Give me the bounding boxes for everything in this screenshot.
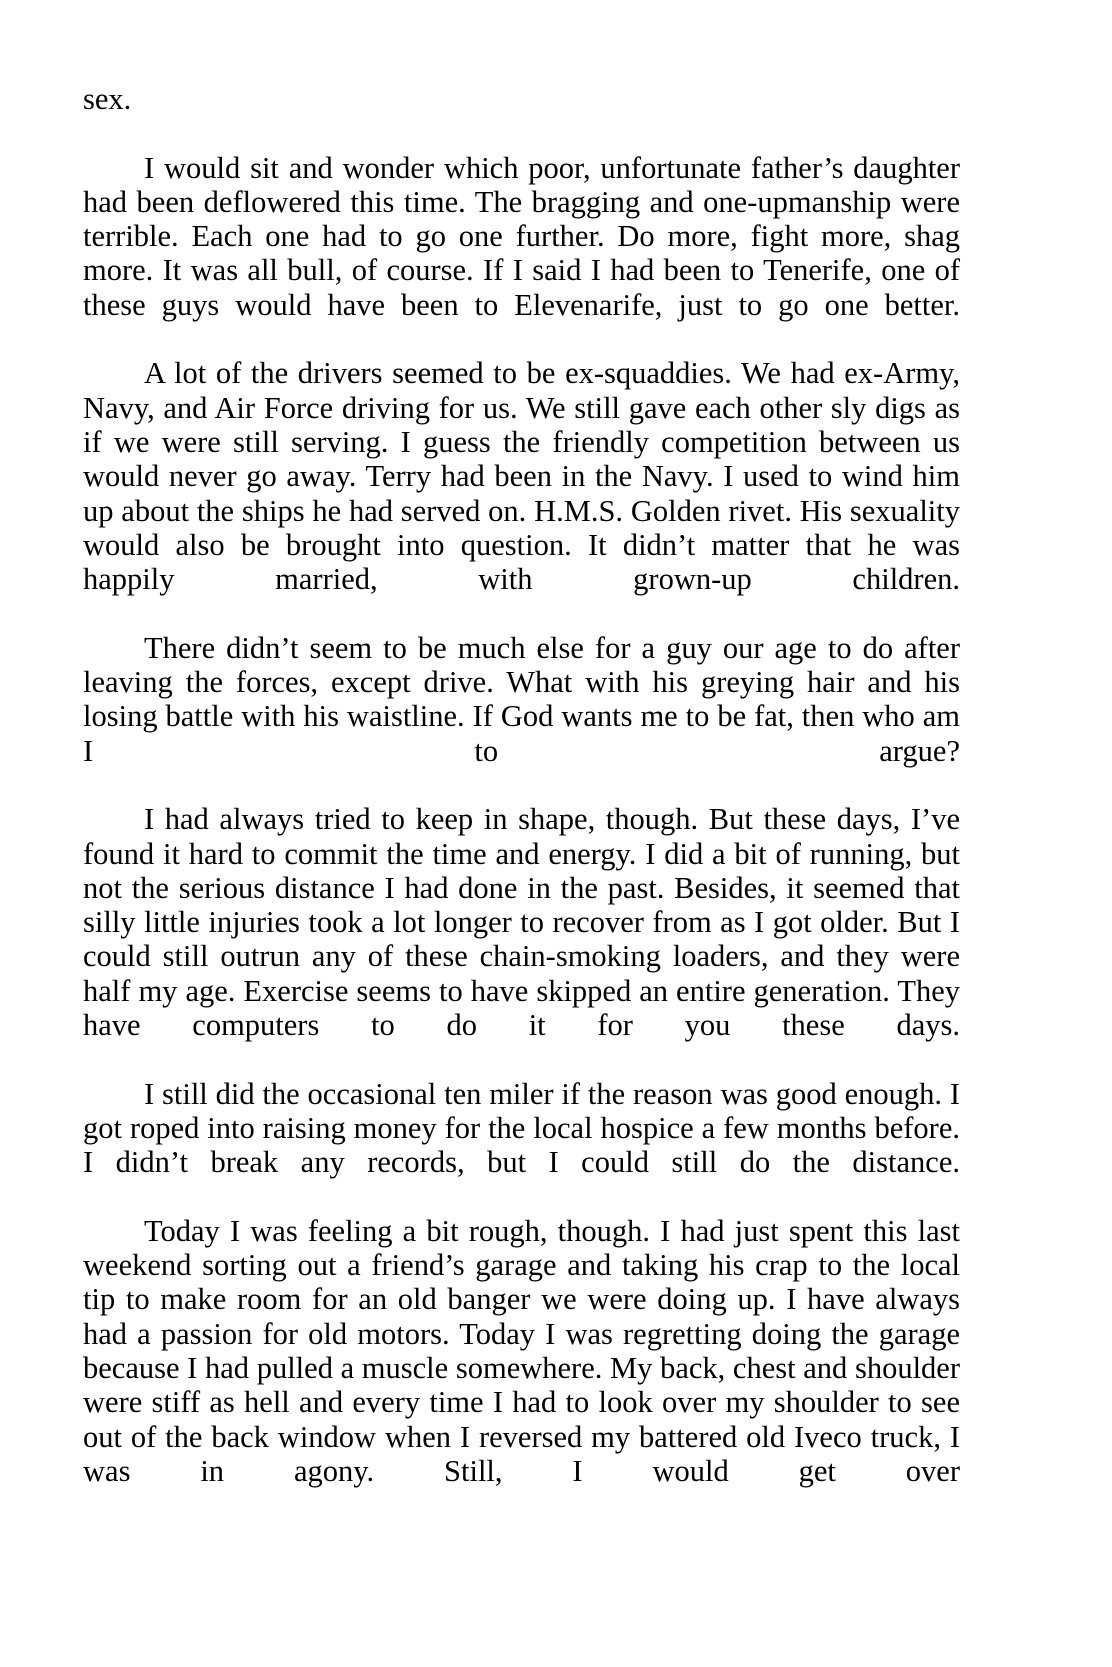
paragraph: I would sit and wonder which poor, unfortunate father’s daughter had been deflowered this time. The bragging and one-upmanship were terrible. Each one had to go one further. Do more, fight more, shag more. It was all bull, of course. If I said I had been to Tenerife, one of these guys would have been to Elevenarife, just to go one better. (83, 150, 960, 322)
paragraph: A lot of the drivers seemed to be ex-squaddies. We had ex-Army, Navy, and Air Force driving for us. We still gave each other sly digs as if we were still serving. I guess the friendly competition between us would never go away. Terry had been in the Navy. I used to wind him up about the ships he had served on. H.M.S. Golden rivet. His sexuality would also be brought into question. It didn’t matter that he was happily married, with grown-up children. (83, 356, 960, 597)
paragraph: I still did the occasional ten miler if the reason was good enough. I got roped into raising money for the local hospice a few months before. I didn’t break any records, but I could still do the distance. (83, 1076, 960, 1180)
paragraph: Today I was feeling a bit rough, though. I had just spent this last weekend sorting out a friend’s garage and taking his crap to the local tip to make room for an old banger we were doing up. I have always had a passion for old motors. Today I was regretting doing the garage because I had pulled a muscle somewhere. My back, chest and shoulder were stiff as hell and every time I had to look over my shoulder to see out of the back window when I reversed my battered old Iveco truck, I was in agony. Still, I would get over (83, 1213, 960, 1488)
paragraph: I had always tried to keep in shape, though. But these days, I’ve found it hard to commit the time and energy. I did a bit of running, but not the serious distance I had done in the past. Besides, it seemed that silly little injuries took a lot longer to recover from as I got older. But I could still outrun any of these chain-smoking loaders, and they were half my age. Exercise seems to have skipped an entire generation. They have computers to do it for you these days. (83, 802, 960, 1043)
paragraph-continuation: sex. (83, 82, 132, 116)
page-text-block (83, 82, 960, 1522)
paragraph: There didn’t seem to be much else for a guy our age to do after leaving the forces, except drive. What with his greying hair and his losing battle with his waistline. If God wants me to be fat, then who am I to argue? (83, 630, 960, 768)
